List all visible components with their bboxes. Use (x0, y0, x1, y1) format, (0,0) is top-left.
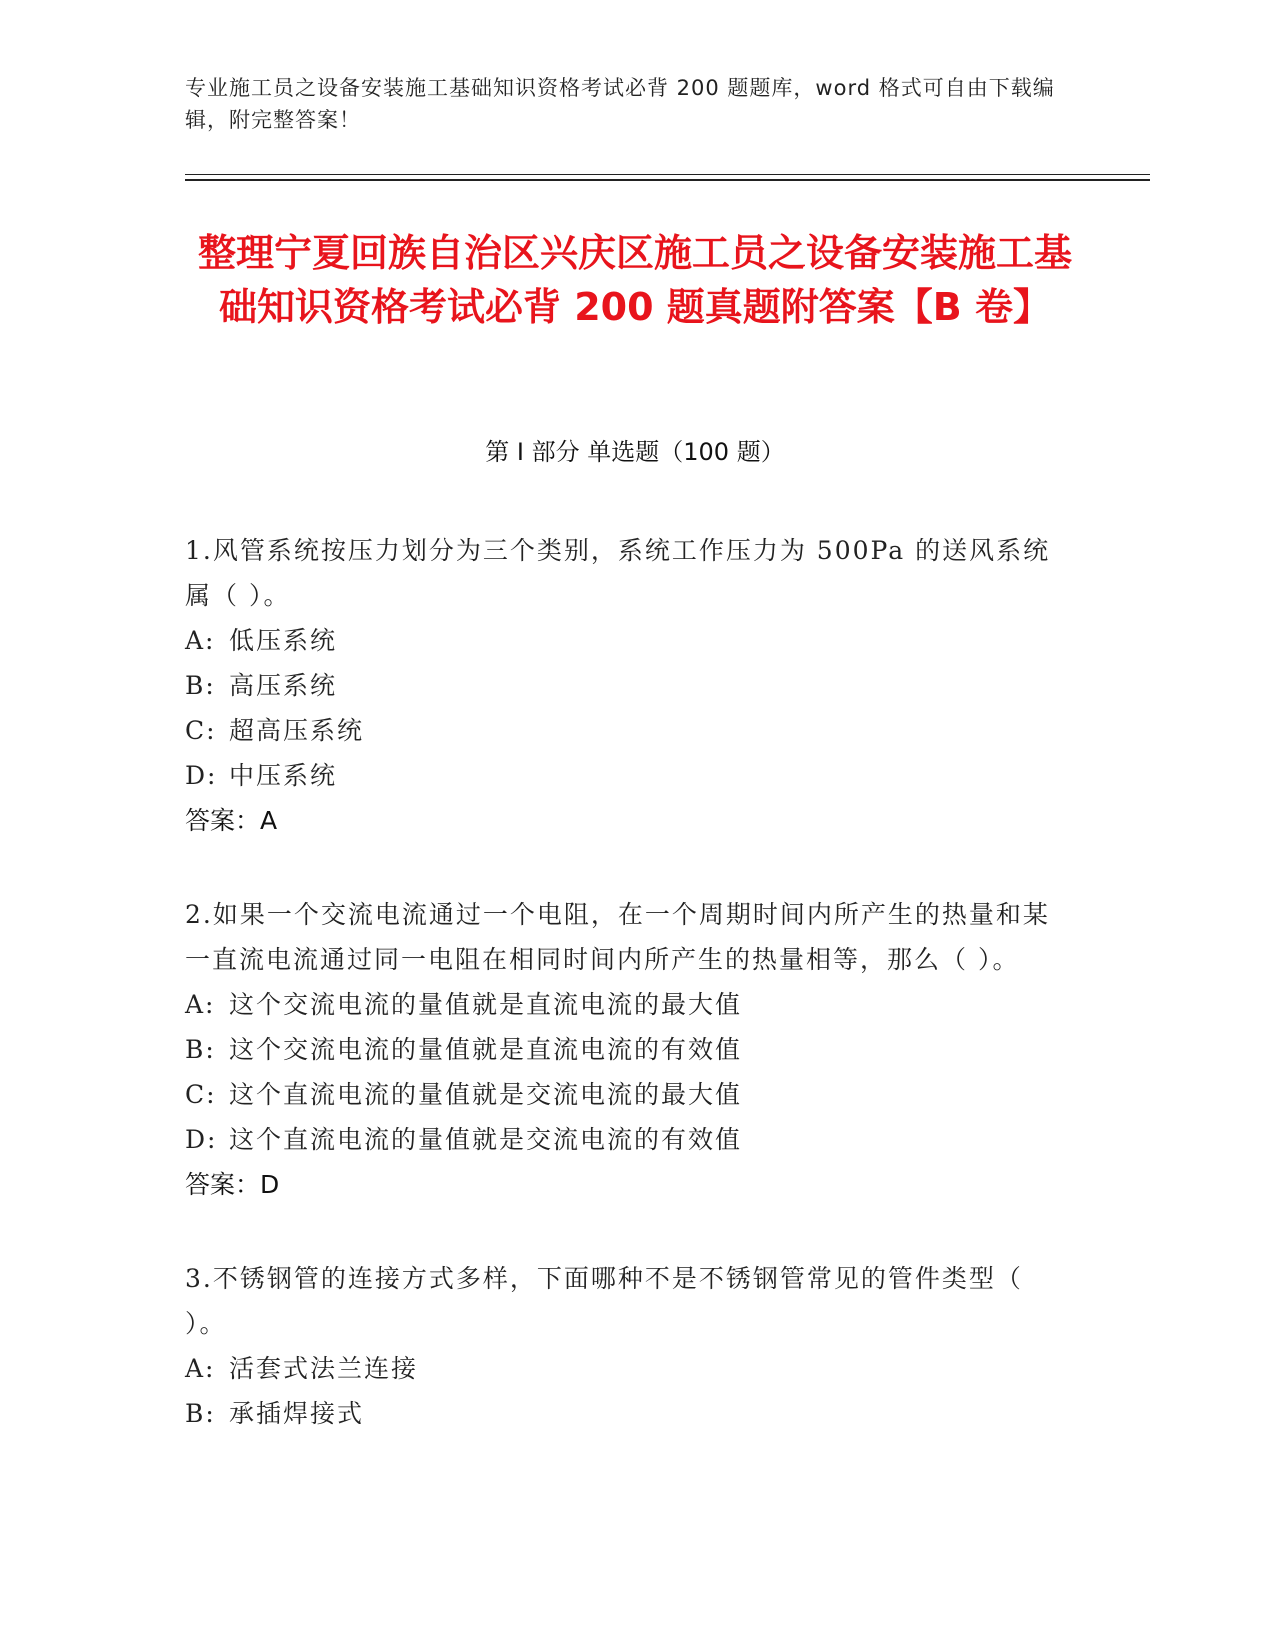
option-letter: B: (185, 671, 216, 700)
option-text: 超高压系统 (229, 716, 365, 745)
document-title: 整理宁夏回族自治区兴庆区施工员之设备安装施工基础知识资格考试必背 200 题真题附答案【B 卷】 (197, 231, 1072, 329)
option-d (185, 753, 1065, 798)
option-letter: C: (185, 1080, 217, 1109)
option-text: 这个交流电流的量值就是直流电流的最大值 (229, 990, 743, 1019)
option-b (185, 663, 1065, 708)
option-letter: B: (185, 1035, 216, 1064)
option-text: 这个直流电流的量值就是交流电流的有效值 (229, 1125, 743, 1154)
option-a (185, 1346, 1065, 1391)
option-c (185, 708, 1065, 753)
option-letter: A: (185, 990, 216, 1019)
option-letter: A: (185, 1354, 216, 1383)
question-stem: 2.如果一个交流电流通过一个电阻，在一个周期时间内所产生的热量和某一直流电流通过同一电阻在相同时间内所产生的热量相等，那么（ ）。 (185, 900, 1050, 974)
section-title: 第 I 部分 单选题（100 题） (485, 438, 785, 466)
option-a (185, 982, 1065, 1027)
option-c (185, 1072, 1065, 1117)
question-stem: 3.不锈钢管的连接方式多样，下面哪种不是不锈钢管常见的管件类型（ ）。 (185, 1264, 1023, 1338)
option-letter: D: (185, 761, 218, 790)
option-letter: B: (185, 1399, 216, 1428)
option-text: 中压系统 (229, 761, 338, 790)
header-divider-thick (185, 179, 1150, 181)
question-stem: 1.风管系统按压力划分为三个类别，系统工作压力为 500Pa 的送风系统属（ ）。 (185, 536, 1051, 610)
option-text: 高压系统 (229, 671, 338, 700)
option-letter: D: (185, 1125, 218, 1154)
option-text: 这个直流电流的量值就是交流电流的最大值 (229, 1080, 743, 1109)
option-text: 低压系统 (229, 626, 338, 655)
option-b (185, 1027, 1065, 1072)
option-b (185, 1391, 1065, 1436)
question-1 (185, 528, 1065, 843)
header-note: 专业施工员之设备安装施工基础知识资格考试必背 200 题题库，word 格式可自由下载编辑，附完整答案！ (185, 76, 1055, 132)
option-letter: A: (185, 626, 216, 655)
option-letter: C: (185, 716, 217, 745)
question-2 (185, 892, 1065, 1207)
option-text: 承插焊接式 (229, 1399, 365, 1428)
question-list (185, 528, 1065, 1485)
answer: 答案：D (185, 1170, 280, 1199)
option-d (185, 1117, 1065, 1162)
option-text: 活套式法兰连接 (229, 1354, 419, 1383)
option-a (185, 618, 1065, 663)
answer: 答案：A (185, 806, 278, 835)
question-3 (185, 1256, 1065, 1436)
option-text: 这个交流电流的量值就是直流电流的有效值 (229, 1035, 743, 1064)
header-divider-thin (185, 174, 1150, 175)
